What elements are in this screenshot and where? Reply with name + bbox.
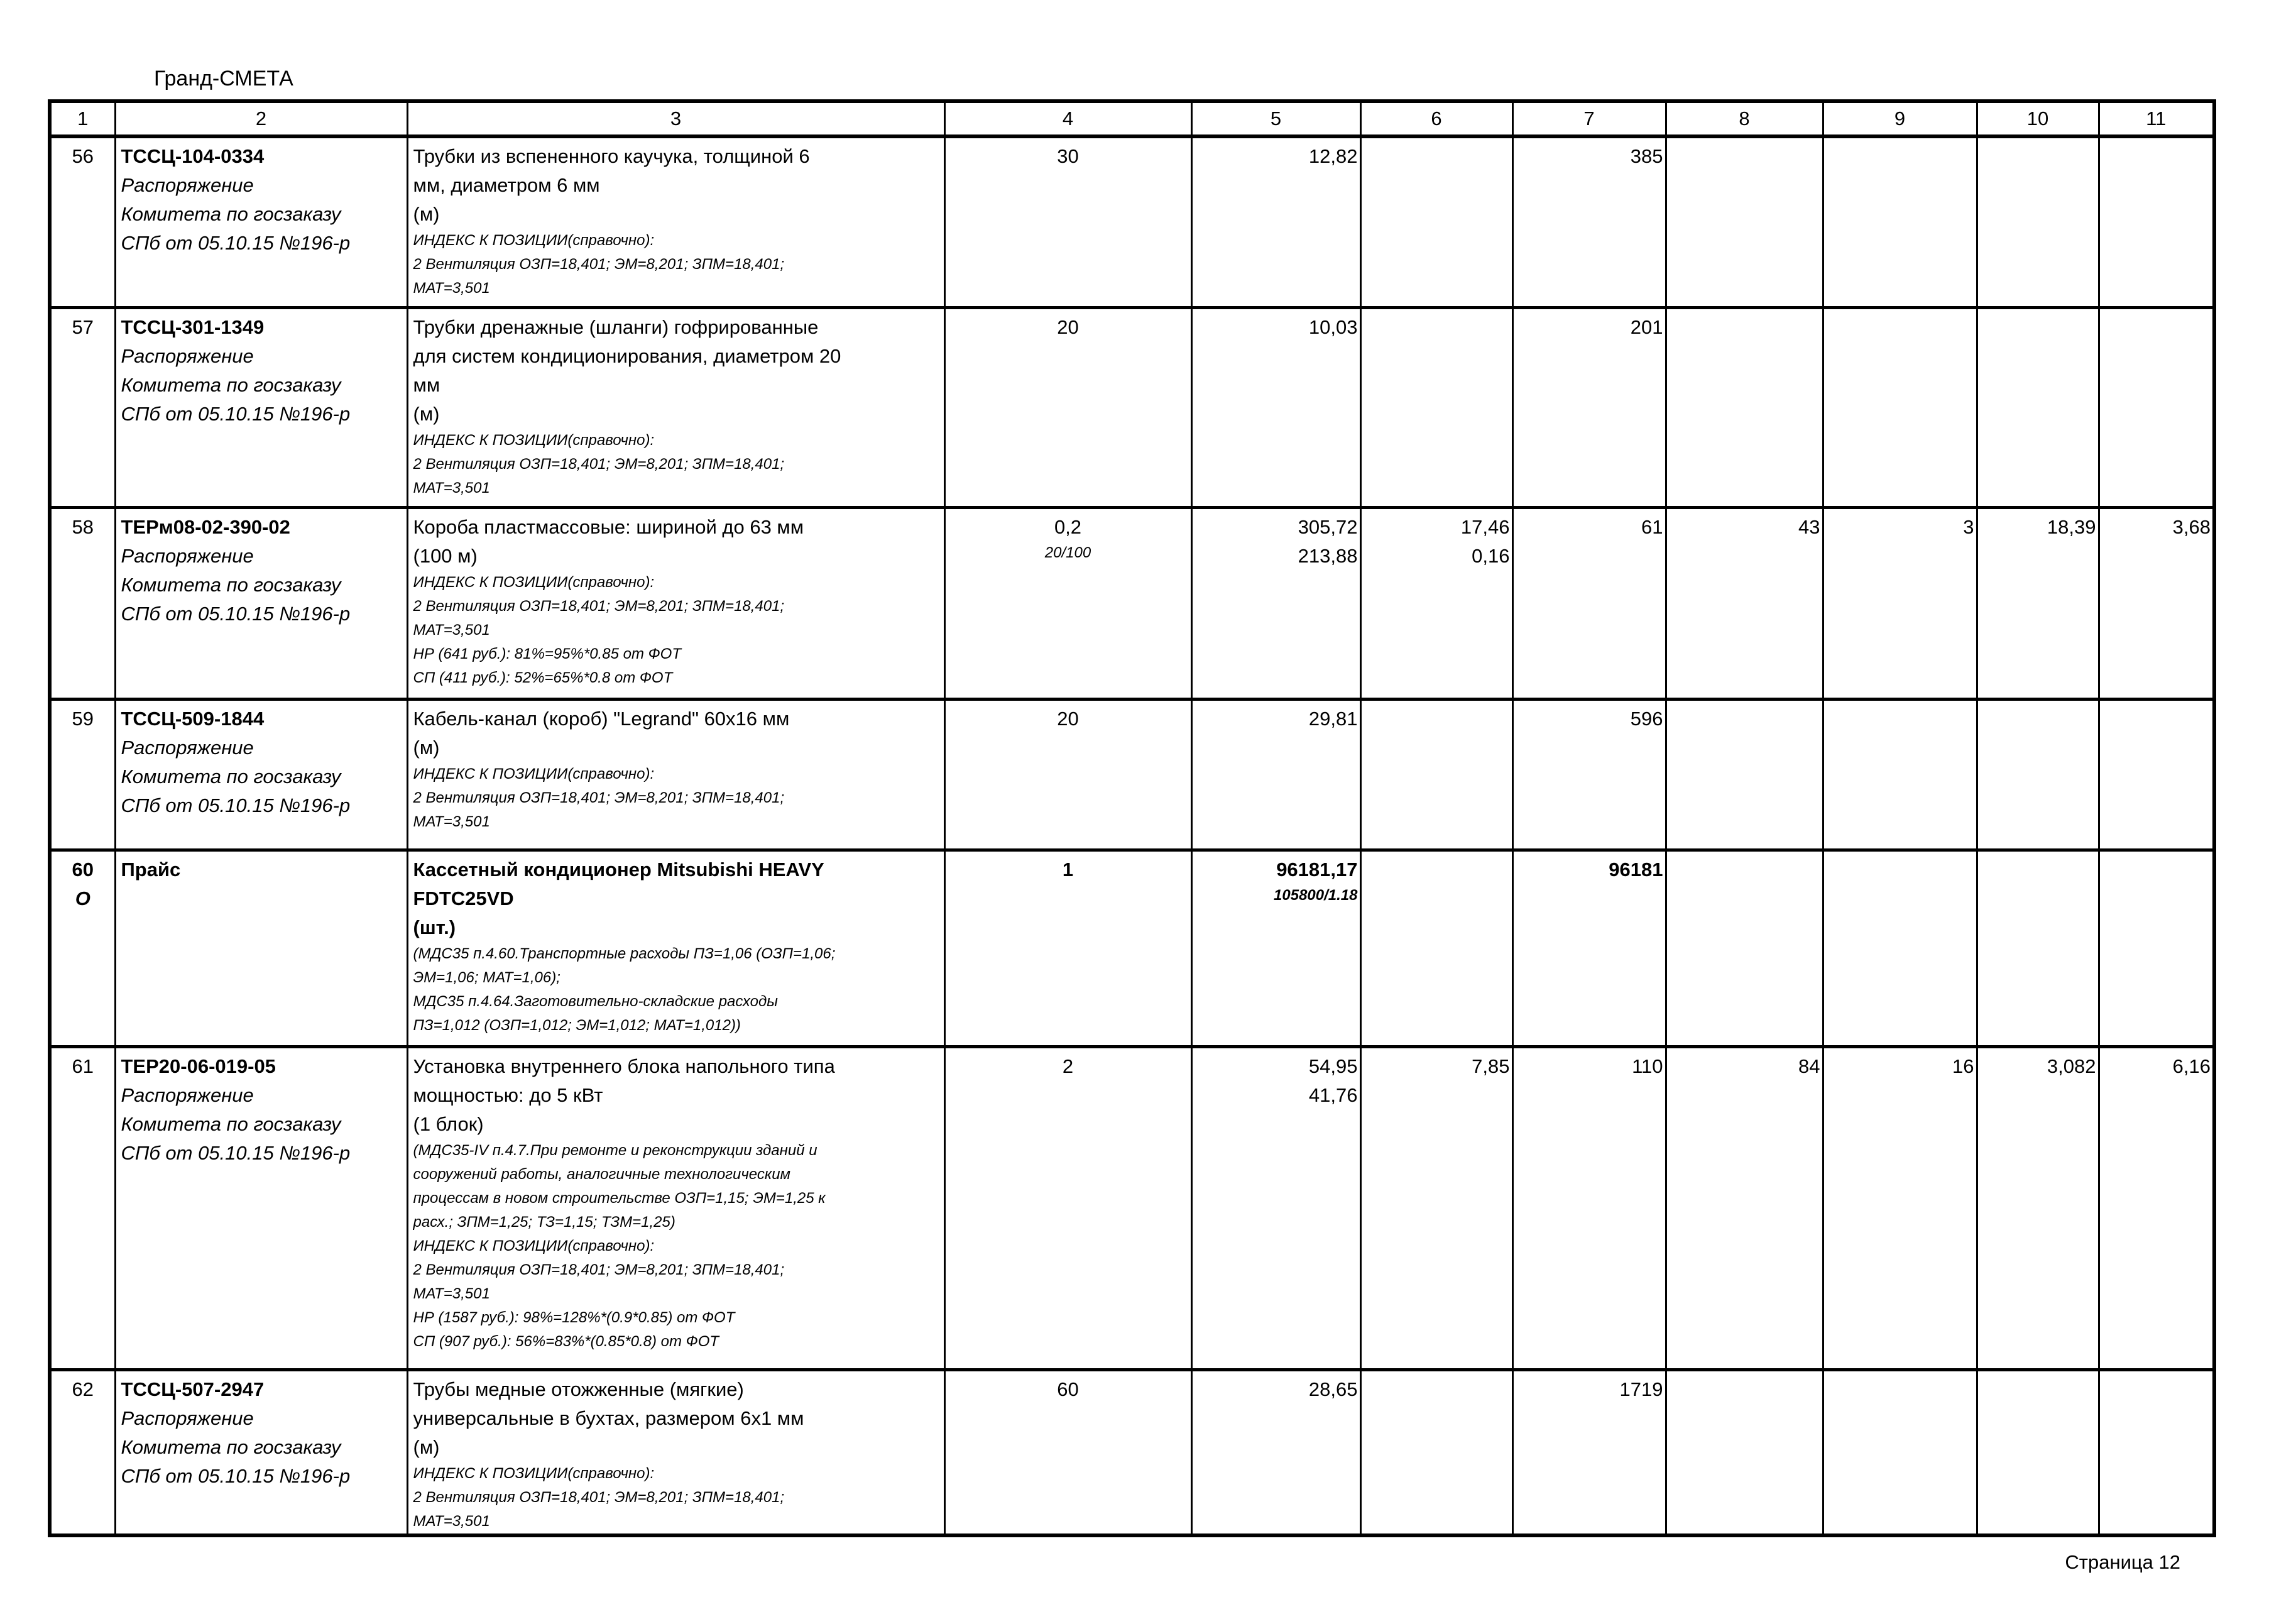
description-line: мм — [413, 373, 440, 396]
cell-position-code — [115, 1046, 407, 1369]
cell-row-number — [50, 1046, 115, 1369]
cell-col5 — [1191, 699, 1360, 850]
cell-row-number — [50, 850, 115, 1046]
column-header: 6 — [1360, 101, 1512, 136]
cell-position-code — [115, 1369, 407, 1535]
note-line: МДС35 п.4.64.Заготовительно-складские расходы — [413, 992, 778, 1010]
row-number: 56 — [72, 145, 94, 167]
value: 1719 — [1619, 1378, 1663, 1400]
basis-line: Комитета по госзаказу — [121, 765, 341, 787]
basis-line: Комитета по госзаказу — [121, 373, 341, 396]
cell-position-code — [115, 850, 407, 1046]
note-line: ИНДЕКС К ПОЗИЦИИ(справочно): — [413, 431, 655, 449]
basis-line: СПб от 05.10.15 №196-р — [121, 232, 351, 254]
cell-description — [407, 1369, 944, 1535]
cell-col9 — [1823, 507, 1977, 699]
value: 30 — [1057, 145, 1079, 167]
note-line: НР (1587 руб.): 98%=128%*(0.9*0.85) от ФОТ — [413, 1309, 735, 1326]
cell-col11 — [2099, 1369, 2214, 1535]
position-code: ТЕР20-06-019-05 — [121, 1055, 276, 1077]
basis-line: Комитета по госзаказу — [121, 573, 341, 596]
value: 18,39 — [2047, 515, 2096, 538]
note-line: 2 Вентиляция ОЗП=18,401; ЭМ=8,201; ЗПМ=18,401; — [413, 1488, 785, 1506]
cell-col7 — [1512, 699, 1666, 850]
note-line: НР (641 руб.): 81%=95%*0.85 от ФОТ — [413, 645, 682, 662]
description-line: универсальные в бухтах, размером 6х1 мм — [413, 1407, 804, 1429]
note-line: ИНДЕКС К ПОЗИЦИИ(справочно): — [413, 232, 655, 249]
basis-line: СПб от 05.10.15 №196-р — [121, 1464, 351, 1487]
cell-col6 — [1360, 1046, 1512, 1369]
cell-col7 — [1512, 507, 1666, 699]
column-header: 4 — [944, 101, 1191, 136]
cell-col8 — [1666, 699, 1823, 850]
position-code: ТССЦ-301-1349 — [121, 315, 265, 338]
value: 6,16 — [2172, 1055, 2211, 1077]
value: 2 — [1062, 1055, 1074, 1077]
cell-col10 — [1977, 507, 2099, 699]
cell-col8 — [1666, 1369, 1823, 1535]
basis-line: Распоряжение — [121, 1084, 254, 1106]
cell-row-number — [50, 1369, 115, 1535]
cell-description — [407, 850, 944, 1046]
cell-col7 — [1512, 850, 1666, 1046]
column-header: 11 — [2099, 101, 2214, 136]
basis-line: СПб от 05.10.15 №196-р — [121, 794, 351, 816]
cell-position-code — [115, 136, 407, 307]
basis-line: Распоряжение — [121, 736, 254, 759]
note-line: МАТ=3,501 — [413, 1512, 490, 1530]
value: 0,2 — [1054, 515, 1082, 538]
note-line: ЭМ=1,06; МАТ=1,06); — [413, 968, 560, 986]
cell-col9 — [1823, 699, 1977, 850]
value: 84 — [1798, 1055, 1820, 1077]
cell-col7 — [1512, 1046, 1666, 1369]
table-row — [50, 699, 2214, 850]
cell-col5 — [1191, 1046, 1360, 1369]
row-number: 60 — [72, 858, 94, 881]
note-line: (МДС35 п.4.60.Транспортные расходы ПЗ=1,06 (ОЗП=1,06; — [413, 945, 836, 962]
column-header: 7 — [1512, 101, 1666, 136]
column-header: 1 — [50, 101, 115, 136]
note-line: ИНДЕКС К ПОЗИЦИИ(справочно): — [413, 765, 655, 782]
description-line: Трубы медные отожженные (мягкие) — [413, 1378, 744, 1400]
row-number: 62 — [72, 1378, 94, 1400]
cell-col11 — [2099, 507, 2214, 699]
cell-row-number — [50, 307, 115, 507]
sub-value: 20/100 — [1044, 544, 1091, 561]
column-header: 9 — [1823, 101, 1977, 136]
description-line: Короба пластмассовые: шириной до 63 мм — [413, 515, 804, 538]
note-line: ИНДЕКС К ПОЗИЦИИ(справочно): — [413, 1237, 655, 1254]
description-line: (1 блок) — [413, 1112, 484, 1135]
row-number: 58 — [72, 515, 94, 538]
note-line: сооружений работы, аналогичные технологическим — [413, 1165, 790, 1183]
column-header: 5 — [1191, 101, 1360, 136]
column-header: 2 — [115, 101, 407, 136]
note-line: 2 Вентиляция ОЗП=18,401; ЭМ=8,201; ЗПМ=18,401; — [413, 256, 785, 273]
note-line: МАТ=3,501 — [413, 1285, 490, 1302]
cell-col5 — [1191, 850, 1360, 1046]
cell-row-number — [50, 507, 115, 699]
description-line: для систем кондиционирования, диаметром 20 — [413, 344, 841, 367]
cell-position-code — [115, 307, 407, 507]
note-line: 2 Вентиляция ОЗП=18,401; ЭМ=8,201; ЗПМ=18,401; — [413, 789, 785, 806]
table-row — [50, 507, 2214, 699]
note-line: СП (907 руб.): 56%=83%*(0.85*0.8) от ФОТ — [413, 1332, 719, 1350]
description-line: Кассетный кондиционер Mitsubishi HEAVY — [413, 858, 824, 881]
value: 29,81 — [1308, 707, 1358, 730]
description-line: FDTC25VD — [413, 887, 514, 909]
position-code: ТЕРм08-02-390-02 — [121, 515, 290, 538]
value: 41,76 — [1308, 1084, 1358, 1106]
value: 7,85 — [1472, 1055, 1510, 1077]
cell-col8 — [1666, 136, 1823, 307]
cell-col10 — [1977, 307, 2099, 507]
row-number: 59 — [72, 707, 94, 730]
cell-col9 — [1823, 1369, 1977, 1535]
cell-col11 — [2099, 699, 2214, 850]
note-line: МАТ=3,501 — [413, 813, 490, 830]
cell-col6 — [1360, 850, 1512, 1046]
header-row — [50, 101, 2214, 136]
value: 28,65 — [1308, 1378, 1358, 1400]
note-line: ИНДЕКС К ПОЗИЦИИ(справочно): — [413, 573, 655, 591]
position-code: ТССЦ-104-0334 — [121, 145, 265, 167]
value: 60 — [1057, 1378, 1079, 1400]
description-line: (м) — [413, 736, 440, 759]
cell-col5 — [1191, 1369, 1360, 1535]
description-line: (м) — [413, 402, 440, 425]
sub-value: 105800/1.18 — [1274, 886, 1358, 904]
description-line: мм, диаметром 6 мм — [413, 174, 600, 196]
table-row — [50, 1046, 2214, 1369]
cell-description — [407, 1046, 944, 1369]
cell-col10 — [1977, 136, 2099, 307]
description-line: Кабель-канал (короб) "Legrand" 60х16 мм — [413, 707, 790, 730]
value: 17,46 — [1460, 515, 1510, 538]
cell-description — [407, 507, 944, 699]
value: 12,82 — [1308, 145, 1358, 167]
value: 0,16 — [1472, 544, 1510, 567]
estimate-table-body — [50, 136, 2214, 1535]
description-line: Трубки из вспененного каучука, толщиной 6 — [413, 145, 810, 167]
cell-col8 — [1666, 850, 1823, 1046]
column-header: 3 — [407, 101, 944, 136]
cell-col4 — [944, 850, 1191, 1046]
cell-position-code — [115, 699, 407, 850]
cell-col6 — [1360, 507, 1512, 699]
table-row — [50, 1369, 2214, 1535]
note-line: СП (411 руб.): 52%=65%*0.8 от ФОТ — [413, 669, 673, 686]
estimate-table-head — [50, 101, 2214, 136]
value: 10,03 — [1308, 315, 1358, 338]
basis-line: Распоряжение — [121, 1407, 254, 1429]
cell-col10 — [1977, 699, 2099, 850]
column-header: 8 — [1666, 101, 1823, 136]
value: 43 — [1798, 515, 1820, 538]
value: 596 — [1630, 707, 1663, 730]
cell-col5 — [1191, 507, 1360, 699]
cell-description — [407, 136, 944, 307]
basis-line: СПб от 05.10.15 №196-р — [121, 402, 351, 425]
row-number: 57 — [72, 315, 94, 338]
column-header: 10 — [1977, 101, 2099, 136]
cell-col4 — [944, 1369, 1191, 1535]
cell-col5 — [1191, 136, 1360, 307]
position-code: ТССЦ-507-2947 — [121, 1378, 265, 1400]
cell-description — [407, 307, 944, 507]
value: 96181,17 — [1276, 858, 1358, 881]
note-line: 2 Вентиляция ОЗП=18,401; ЭМ=8,201; ЗПМ=18,401; — [413, 455, 785, 473]
cell-col6 — [1360, 136, 1512, 307]
cell-col9 — [1823, 1046, 1977, 1369]
document-title: Гранд-СМЕТА — [154, 67, 293, 91]
basis-line: Комитета по госзаказу — [121, 1435, 341, 1458]
description-line: (м) — [413, 1435, 440, 1458]
basis-line: Распоряжение — [121, 344, 254, 367]
description-line: Трубки дренажные (шланги) гофрированные — [413, 315, 819, 338]
cell-col10 — [1977, 1369, 2099, 1535]
cell-description — [407, 699, 944, 850]
value: 3,082 — [2047, 1055, 2096, 1077]
note-line: (МДС35-IV п.4.7.При ремонте и реконструкции зданий и — [413, 1141, 817, 1159]
cell-col4 — [944, 507, 1191, 699]
value: 20 — [1057, 707, 1079, 730]
cell-col11 — [2099, 850, 2214, 1046]
value: 3,68 — [2172, 515, 2211, 538]
cell-col11 — [2099, 1046, 2214, 1369]
value: 20 — [1057, 315, 1079, 338]
cell-col9 — [1823, 136, 1977, 307]
cell-col5 — [1191, 307, 1360, 507]
value: 385 — [1630, 145, 1663, 167]
basis-line: Комитета по госзаказу — [121, 1112, 341, 1135]
cell-col8 — [1666, 1046, 1823, 1369]
note-line: МАТ=3,501 — [413, 280, 490, 297]
table-row — [50, 136, 2214, 307]
row-number: 61 — [72, 1055, 94, 1077]
page-number: Страница 12 — [2065, 1551, 2180, 1573]
cell-col10 — [1977, 1046, 2099, 1369]
cell-col4 — [944, 1046, 1191, 1369]
cell-col4 — [944, 136, 1191, 307]
value: 213,88 — [1298, 544, 1358, 567]
cell-col6 — [1360, 699, 1512, 850]
cell-col6 — [1360, 1369, 1512, 1535]
description-line: (шт.) — [413, 916, 456, 938]
note-line: 2 Вентиляция ОЗП=18,401; ЭМ=8,201; ЗПМ=18,401; — [413, 597, 785, 615]
description-line: (100 м) — [413, 544, 478, 567]
cell-col7 — [1512, 1369, 1666, 1535]
value: 110 — [1632, 1055, 1663, 1077]
basis-line: Комитета по госзаказу — [121, 203, 341, 225]
cell-col8 — [1666, 307, 1823, 507]
note-line: расх.; ЗПМ=1,25; ТЗ=1,15; ТЗМ=1,25) — [413, 1213, 675, 1231]
value: 96181 — [1609, 858, 1663, 881]
position-code: Прайс — [121, 858, 181, 881]
cell-position-code — [115, 507, 407, 699]
table-row — [50, 307, 2214, 507]
cell-col4 — [944, 699, 1191, 850]
value: 54,95 — [1308, 1055, 1358, 1077]
value: 16 — [1952, 1055, 1974, 1077]
note-line: МАТ=3,501 — [413, 621, 490, 639]
note-line: ПЗ=1,012 (ОЗП=1,012; ЭМ=1,012; МАТ=1,012)) — [413, 1016, 741, 1034]
table-row — [50, 850, 2214, 1046]
position-code: ТССЦ-509-1844 — [121, 707, 265, 730]
cell-col9 — [1823, 850, 1977, 1046]
cell-col8 — [1666, 507, 1823, 699]
note-line: МАТ=3,501 — [413, 479, 490, 497]
cell-col11 — [2099, 307, 2214, 507]
cell-col4 — [944, 307, 1191, 507]
note-line: 2 Вентиляция ОЗП=18,401; ЭМ=8,201; ЗПМ=18,401; — [413, 1261, 785, 1278]
basis-line: СПб от 05.10.15 №196-р — [121, 1141, 351, 1164]
cell-col9 — [1823, 307, 1977, 507]
cell-col6 — [1360, 307, 1512, 507]
value: 305,72 — [1298, 515, 1358, 538]
value: 201 — [1630, 315, 1663, 338]
cell-row-number — [50, 136, 115, 307]
cell-row-number — [50, 699, 115, 850]
cell-col7 — [1512, 136, 1666, 307]
equipment-mark: О — [75, 887, 90, 909]
note-line: ИНДЕКС К ПОЗИЦИИ(справочно): — [413, 1464, 655, 1482]
cell-col10 — [1977, 850, 2099, 1046]
basis-line: СПб от 05.10.15 №196-р — [121, 602, 351, 625]
description-line: Установка внутреннего блока напольного типа — [413, 1055, 835, 1077]
basis-line: Распоряжение — [121, 544, 254, 567]
value: 1 — [1062, 858, 1074, 881]
cell-col7 — [1512, 307, 1666, 507]
note-line: процессам в новом строительстве ОЗП=1,15; ЭМ=1,25 к — [413, 1189, 826, 1207]
description-line: мощностью: до 5 кВт — [413, 1084, 603, 1106]
estimate-table — [48, 99, 2216, 1537]
description-line: (м) — [413, 203, 440, 225]
value: 61 — [1641, 515, 1663, 538]
basis-line: Распоряжение — [121, 174, 254, 196]
cell-col11 — [2099, 136, 2214, 307]
value: 3 — [1963, 515, 1974, 538]
